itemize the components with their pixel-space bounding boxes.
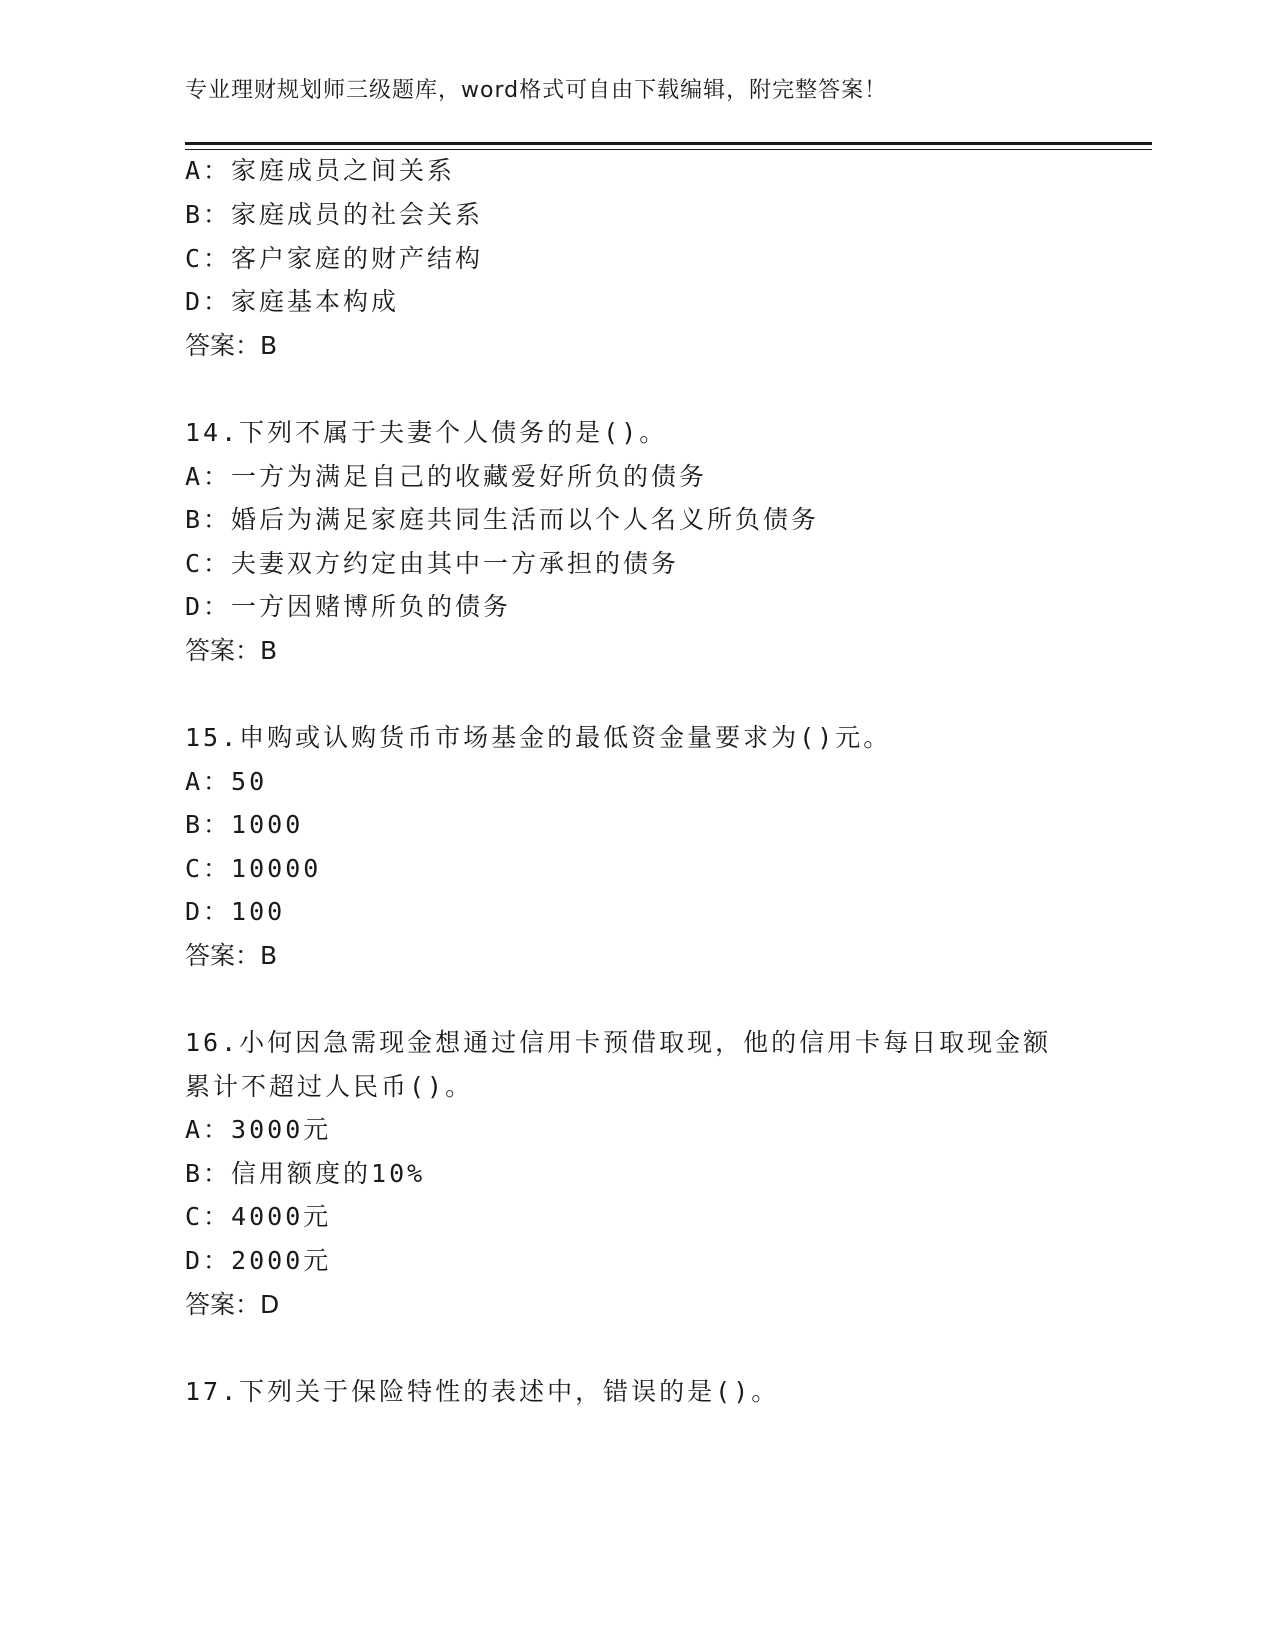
q16-question-line-1: 16.小何因急需现金想通过信用卡预借取现，他的信用卡每日取现金额 (185, 1028, 1052, 1057)
q13-option-b: B：家庭成员的社会关系 (185, 200, 484, 229)
q13-option-a: A：家庭成员之间关系 (185, 156, 456, 185)
q15-option-b: B：1000 (185, 810, 304, 839)
q15-question: 15.申购或认购货币市场基金的最低资金量要求为()元。 (185, 723, 892, 752)
q14-question: 14.下列不属于夫妻个人债务的是()。 (185, 418, 668, 447)
q15-option-d: D：100 (185, 897, 286, 926)
header-rule-thin (185, 149, 1152, 150)
q16-option-d: D：2000元 (185, 1246, 332, 1275)
q16-option-c: C：4000元 (185, 1202, 332, 1231)
header-rule-thick (185, 142, 1152, 145)
q14-option-c: C：夫妻双方约定由其中一方承担的债务 (185, 549, 680, 578)
q14-option-a: A：一方为满足自己的收藏爱好所负的债务 (185, 462, 708, 491)
q13-option-c: C：客户家庭的财产结构 (185, 244, 484, 273)
q16-answer: 答案：D (185, 1290, 280, 1319)
q15-answer: 答案：B (185, 941, 278, 970)
q14-option-b: B：婚后为满足家庭共同生活而以个人名义所负债务 (185, 505, 820, 534)
q16-option-b: B：信用额度的10% (185, 1159, 426, 1188)
q17-question: 17.下列关于保险特性的表述中，错误的是()。 (185, 1377, 780, 1406)
q16-option-a: A：3000元 (185, 1115, 332, 1144)
q13-option-d: D：家庭基本构成 (185, 287, 400, 316)
q15-option-a: A：50 (185, 767, 268, 796)
q16-question-line-2: 累计不超过人民币()。 (185, 1072, 474, 1101)
q15-option-c: C：10000 (185, 854, 322, 883)
page-header: 专业理财规划师三级题库，word格式可自由下载编辑，附完整答案！ (185, 78, 888, 103)
q13-answer: 答案：B (185, 331, 278, 360)
q14-option-d: D：一方因赌博所负的债务 (185, 592, 512, 621)
q14-answer: 答案：B (185, 636, 278, 665)
